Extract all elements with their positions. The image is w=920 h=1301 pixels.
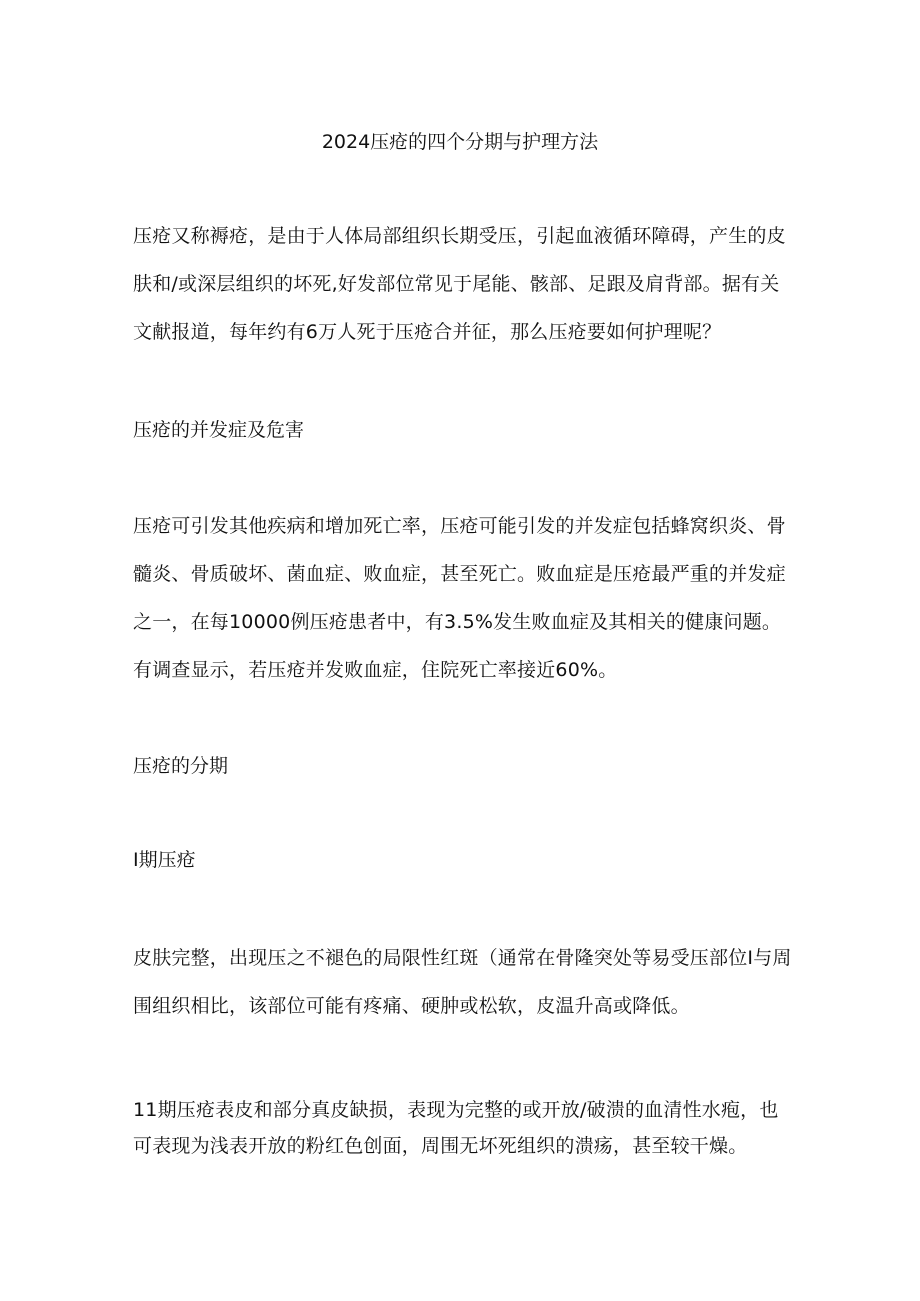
intro-paragraph: 压疮又称褥疮，是由于人体局部组织长期受压，引起血液循环障碍，产生的皮肤和/或深层组织的坏死,好发部位常见于尾能、骸部、足跟及肩背部。据有关文献报道，每年约有6万人死于压疮合并征，那么压疮要如何护理呢？	[133, 225, 786, 343]
stage1-paragraph: 皮肤完整，出现压之不褪色的局限性红斑（通常在骨隆突处等易受压部位I与周围组织相比，该部位可能有疼痛、硬肿或松软，皮温升高或降低。	[133, 947, 792, 1017]
stage2-paragraph: 11期压疮表皮和部分真皮缺损，表现为完整的或开放/破溃的血清性水疱，也可表现为浅表开放的粉红色创面，周围无坏死组织的溃疡，甚至较干燥。	[133, 1099, 779, 1157]
complications-paragraph: 压疮可引发其他疾病和增加死亡率，压疮可能引发的并发症包括蜂窝织炎、骨髓炎、骨质破坏、菌血症、败血症，甚至死亡。败血症是压疮最严重的并发症之一，在每10000例压疮患者中，有3.5%发生败血症及其相关的健康问题。有调查显示，若压疮并发败血症，住院死亡率接近60%。	[133, 515, 786, 681]
stage1-heading: I期压疮	[133, 849, 196, 871]
document-title: 2024压疮的四个分期与护理方法	[321, 131, 599, 153]
complications-heading: 压疮的并发症及危害	[133, 419, 305, 441]
staging-heading: 压疮的分期	[133, 755, 229, 777]
